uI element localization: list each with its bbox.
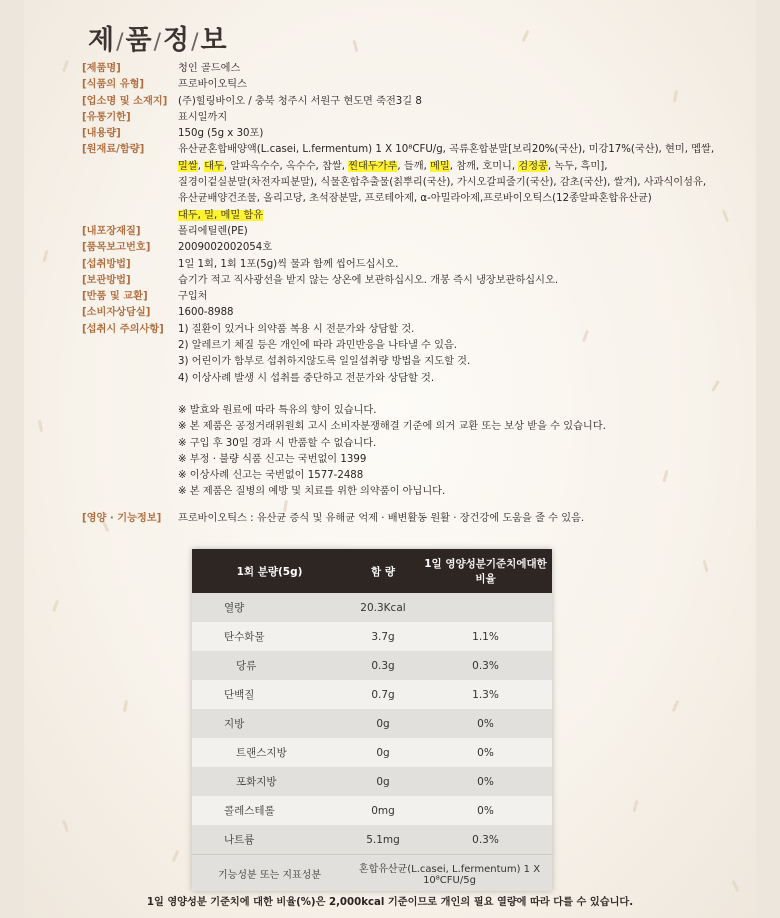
info-row	[82, 77, 722, 93]
info-rows	[82, 61, 722, 387]
nutrient-percent: 1.3%	[419, 680, 552, 709]
nutrient-name: 포화지방	[192, 767, 347, 796]
header-serving: 1회 분량(5g)	[192, 549, 347, 593]
background-speck	[352, 40, 358, 52]
info-label	[82, 208, 178, 224]
info-value	[178, 94, 722, 110]
nutrient-name: 트랜스지방	[192, 738, 347, 767]
nutrient-amount: 0.7g	[347, 680, 419, 709]
info-label: [소비자상담실]	[82, 307, 151, 319]
info-value	[178, 77, 722, 93]
background-speck	[42, 250, 48, 262]
info-text: 구입처	[178, 291, 208, 303]
title-char: 정	[163, 25, 191, 56]
info-text: 1) 질환이 있거나 의약품 복용 시 전문가와 상담할 것.	[178, 323, 415, 335]
function-label: [영양 · 기능정보]	[82, 512, 162, 524]
page-title	[88, 18, 228, 57]
info-value	[178, 191, 722, 207]
product-info-page	[24, 0, 756, 918]
info-value	[178, 273, 722, 289]
title-char: 제	[88, 25, 116, 56]
info-text: 1일 1회, 1회 1포(5g)씩 물과 함께 씹어드십시오.	[178, 258, 399, 270]
info-text: 2) 알레르기 체질 등은 개인에 따라 과민반응을 나타낼 수 있음.	[178, 340, 458, 352]
notice-text: ※ 구입 후 30일 경과 시 반품할 수 없습니다.	[178, 437, 377, 449]
functional-ingredient-label: 기능성분 또는 지표성분	[192, 855, 347, 892]
info-row	[82, 94, 722, 110]
background-speck	[702, 560, 708, 572]
nutrition-row	[192, 622, 552, 651]
nutrition-row	[192, 709, 552, 738]
functional-ingredient-value: 혼합유산균(L.casei, L.fermentum) 1 X 10⁸CFU/5g	[347, 855, 552, 892]
nutrient-name: 콜레스테롤	[192, 796, 347, 825]
info-row	[82, 110, 722, 126]
notice-item	[82, 403, 722, 419]
info-text: , 녹두, 흑미],	[547, 160, 608, 172]
nutrient-percent: 0.3%	[419, 651, 552, 680]
notice-list	[82, 403, 722, 501]
nutrient-amount: 0g	[347, 709, 419, 738]
allergen-highlight: 대두, 밀, 메밀 함유	[178, 209, 264, 221]
nutrient-percent: 0%	[419, 796, 552, 825]
background-speck	[672, 700, 680, 712]
notice-text: ※ 본 제품은 질병의 예방 및 치료를 위한 의약품이 아닙니다.	[178, 486, 446, 498]
title-sep: /	[191, 30, 200, 55]
nutrition-row	[192, 796, 552, 825]
allergen-highlight: 검정콩	[518, 160, 548, 172]
nutrient-amount: 0g	[347, 738, 419, 767]
nutrient-percent: 1.1%	[419, 622, 552, 651]
info-value	[178, 208, 722, 224]
info-label	[82, 175, 178, 191]
info-text: ,	[197, 160, 205, 172]
nutrient-name: 지방	[192, 709, 347, 738]
info-value	[178, 289, 722, 305]
nutrition-row	[192, 593, 552, 622]
info-text: , 알파옥수수, 옥수수, 찹쌀,	[223, 160, 349, 172]
background-speck	[522, 30, 530, 42]
info-label	[82, 191, 178, 207]
info-text: 유산균혼합배양액(L.casei, L.fermentum) 1 X 10⁸CFU/g, 곡류혼합분말[보리20%(국산), 미강17%(국산), 현미, 멥쌀,	[178, 144, 715, 156]
nutrition-function-row	[82, 511, 722, 527]
info-value	[178, 371, 722, 387]
background-speck	[632, 800, 638, 812]
allergen-highlight: 대두	[204, 160, 224, 172]
header-amount: 함 량	[347, 549, 419, 593]
info-text: 습기가 적고 직사광선을 받지 않는 상온에 보관하십시오. 개봉 즉시 냉장보관하십시오.	[178, 274, 559, 286]
info-row	[82, 273, 722, 289]
info-text: 4) 이상사례 발생 시 섭취를 중단하고 전문가와 상담할 것.	[178, 372, 435, 384]
allergen-highlight: 밀쌀	[178, 160, 198, 172]
nutrient-percent: 0.3%	[419, 825, 552, 855]
notice-text: ※ 이상사례 신고는 국번없이 1577-2488	[178, 470, 364, 482]
info-row	[82, 240, 722, 256]
allergen-highlight: 메밀	[430, 160, 450, 172]
info-row	[82, 371, 722, 387]
nutrition-row	[192, 680, 552, 709]
info-text: 질경이겉실분말(차전자피분말), 식물혼합추출물(칡뿌리(국산), 가시오갈피줄기(국산), 감초(국산), 쌀겨), 사과식이섬유,	[178, 177, 707, 189]
nutrient-name: 열량	[192, 593, 347, 622]
info-text: 150g (5g x 30포)	[178, 128, 264, 140]
info-value	[178, 126, 722, 142]
info-label: [유통기한]	[82, 111, 131, 123]
info-text: 프로바이오틱스	[178, 79, 247, 91]
info-value	[178, 338, 722, 354]
info-label	[82, 354, 178, 370]
nutrient-name: 단백질	[192, 680, 347, 709]
title-char: 보	[200, 25, 228, 56]
info-row	[82, 257, 722, 273]
nutrient-amount: 5.1mg	[347, 825, 419, 855]
background-speck	[732, 880, 740, 892]
info-value	[178, 257, 722, 273]
info-label: [식품의 유형]	[82, 79, 145, 91]
info-label: [원재료/함량]	[82, 144, 145, 156]
info-value	[178, 175, 722, 191]
info-row	[82, 191, 722, 207]
info-row	[82, 126, 722, 142]
info-text: 폴리에틸렌(PE)	[178, 225, 248, 237]
info-row	[82, 338, 722, 354]
nutrient-name: 당류	[192, 651, 347, 680]
info-label: [내용량]	[82, 128, 121, 140]
nutrient-amount: 0g	[347, 767, 419, 796]
background-speck	[52, 600, 59, 612]
allergen-highlight: 찐대두가루	[348, 160, 398, 172]
info-value	[178, 224, 722, 240]
function-text: 프로바이오틱스 : 유산균 증식 및 유해균 억제 · 배변활동 원활 · 장건강에 도움을 줄 수 있음.	[178, 512, 585, 524]
nutrition-row	[192, 825, 552, 855]
info-label	[82, 159, 178, 175]
notice-text: ※ 발효와 원료에 따라 특유의 향이 있습니다.	[178, 404, 377, 416]
info-label: [내포장재질]	[82, 225, 141, 237]
info-text: 3) 어린이가 함부로 섭취하지않도록 일일섭취량 방법을 지도할 것.	[178, 356, 471, 368]
info-text: 2009002002054호	[178, 242, 273, 254]
info-label: [보관방법]	[82, 274, 131, 286]
info-row	[82, 224, 722, 240]
info-value	[178, 354, 722, 370]
info-value	[178, 159, 722, 175]
daily-value-footnote: 1일 영양성분 기준치에 대한 비율(%)은 2,000kcal 기준이므로 개인의 필요 열량에 따라 다를 수 있습니다.	[146, 897, 634, 908]
nutrient-amount: 0.3g	[347, 651, 419, 680]
notice-item	[82, 419, 722, 435]
nutrient-name: 나트륨	[192, 825, 347, 855]
background-speck	[722, 210, 729, 222]
nutrition-row	[192, 767, 552, 796]
info-row	[82, 142, 722, 158]
info-text: 유산균배양건조물, 올리고당, 초석잠분말, 프로테아제, α-아밀라아제,프로바이오틱스(12종알파혼합유산균)	[178, 193, 652, 205]
notice-item	[82, 468, 722, 484]
nutrient-amount: 0mg	[347, 796, 419, 825]
info-label: [업소명 및 소재지]	[82, 95, 168, 107]
info-label: [섭취방법]	[82, 258, 131, 270]
nutrient-percent: 0%	[419, 709, 552, 738]
title-char: 품	[125, 25, 153, 56]
info-label	[82, 338, 178, 354]
info-value	[178, 110, 722, 126]
notice-text: ※ 부정 · 불량 식품 신고는 국번없이 1399	[178, 453, 367, 465]
info-row	[82, 322, 722, 338]
info-label: [품목보고번호]	[82, 242, 151, 254]
title-sep: /	[153, 30, 163, 55]
info-text: 1600-8988	[178, 307, 234, 319]
info-value	[178, 142, 722, 158]
header-daily-value: 1일 영양성분기준치에대한 비율	[419, 549, 552, 593]
functional-ingredient-row	[192, 855, 552, 892]
info-text: 표시일까지	[178, 111, 228, 123]
background-speck	[62, 820, 69, 832]
info-row	[82, 175, 722, 191]
nutrition-row	[192, 651, 552, 680]
nutrient-amount: 3.7g	[347, 622, 419, 651]
nutrient-amount: 20.3Kcal	[347, 593, 419, 622]
info-text: 청인 골드에스	[178, 63, 241, 74]
nutrition-table	[192, 549, 552, 891]
notice-item	[82, 484, 722, 500]
info-value	[178, 240, 722, 256]
info-value	[178, 305, 722, 321]
info-value	[178, 322, 722, 338]
info-value	[178, 61, 722, 77]
info-label: [반품 및 교환]	[82, 291, 148, 303]
info-label: [섭취시 주의사항]	[82, 323, 164, 335]
info-text: (주)힐링바이오 / 충북 청주시 서원구 현도면 죽전3길 8	[178, 95, 422, 107]
notice-text: ※ 본 제품은 공정거래위원회 고시 소비자분쟁해결 기준에 의거 교환 또는 보상 받을 수 있습니다.	[178, 421, 606, 433]
info-label: [제품명]	[82, 63, 121, 74]
info-row	[82, 159, 722, 175]
nutrition-header-row	[192, 549, 552, 593]
info-row	[82, 61, 722, 77]
nutrient-percent: 0%	[419, 738, 552, 767]
notice-item	[82, 452, 722, 468]
product-info-list	[82, 61, 722, 527]
info-row	[82, 354, 722, 370]
info-text: , 들깨,	[397, 160, 431, 172]
title-sep: /	[116, 30, 125, 55]
nutrient-name: 탄수화물	[192, 622, 347, 651]
info-label	[82, 371, 178, 387]
info-text: , 참깨, 호미니,	[449, 160, 519, 172]
background-speck	[172, 850, 180, 862]
notice-item	[82, 436, 722, 452]
nutrient-percent	[419, 593, 552, 622]
nutrition-row	[192, 738, 552, 767]
background-speck	[38, 420, 43, 432]
nutrient-percent: 0%	[419, 767, 552, 796]
background-speck	[123, 700, 128, 712]
info-row	[82, 208, 722, 224]
info-row	[82, 289, 722, 305]
background-speck	[62, 60, 69, 72]
info-row	[82, 305, 722, 321]
